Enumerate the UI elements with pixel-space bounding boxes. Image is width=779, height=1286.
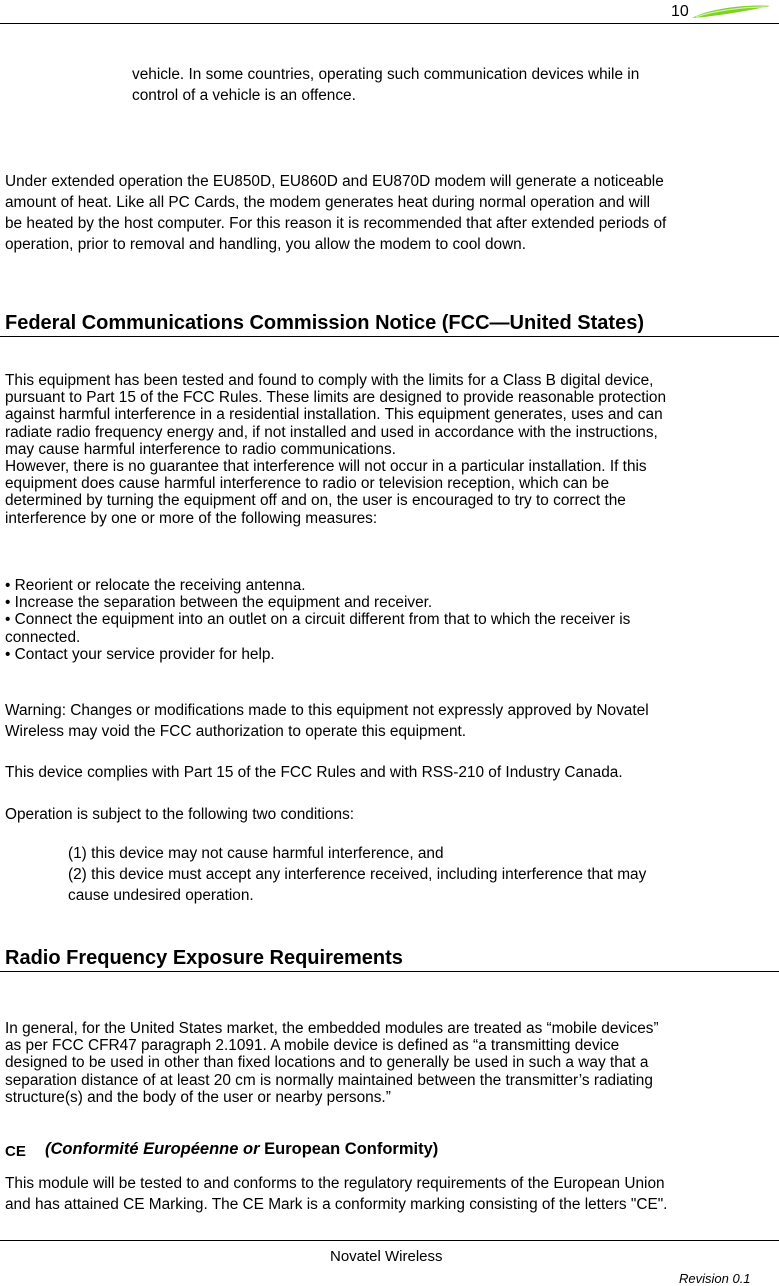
heat-paragraph bbox=[5, 171, 666, 255]
fcc-heading-rule bbox=[0, 336, 779, 337]
fcc-heading: Federal Communications Commission Notice (FCC—United States) bbox=[5, 312, 644, 334]
list-item: • Connect the equipment into an outlet on a circuit different from that to which the receiver is bbox=[5, 611, 631, 629]
rf-paragraph bbox=[5, 1020, 659, 1106]
ce-paragraph bbox=[5, 1173, 667, 1215]
intro-paragraph bbox=[132, 64, 639, 106]
paragraph-line: However, there is no guarantee that interference will not occur in a particular installation. If this bbox=[5, 458, 647, 476]
header-rule bbox=[0, 23, 779, 24]
paragraph-line: as per FCC CFR47 paragraph 2.1091. A mobile device is defined as “a transmitting device bbox=[5, 1037, 620, 1055]
paragraph-line: equipment does cause harmful interference to radio or television reception, which can be bbox=[5, 475, 609, 493]
ce-heading-french: (Conformité Européenne or bbox=[45, 1140, 260, 1158]
ce-mark: CE bbox=[5, 1143, 26, 1160]
swoosh-logo-icon bbox=[690, 2, 772, 22]
rf-heading: Radio Frequency Exposure Requirements bbox=[5, 947, 403, 969]
rf-heading-rule bbox=[0, 971, 779, 972]
paragraph-line: designed to be used in other than fixed locations and to generally be used in such a way that a bbox=[5, 1054, 649, 1072]
conditions-intro: Operation is subject to the following two conditions: bbox=[5, 806, 355, 823]
compliance-statement: This device complies with Part 15 of the FCC Rules and with RSS-210 of Industry Canada. bbox=[5, 764, 623, 781]
footer-revision: Revision 0.1 bbox=[679, 1271, 751, 1286]
list-item: • Contact your service provider for help. bbox=[5, 645, 275, 663]
list-item: cause undesired operation. bbox=[68, 887, 254, 904]
paragraph-line: may cause harmful interference to radio communications. bbox=[5, 440, 396, 458]
paragraph-line: determined by turning the equipment off and on, the user is encouraged to try to correct the bbox=[5, 492, 626, 510]
footer-rule bbox=[0, 1240, 779, 1241]
paragraph-line: be heated by the host computer. For this reason it is recommended that after extended periods of bbox=[5, 215, 667, 232]
paragraph-line: radiate radio frequency energy and, if not installed and used in accordance with the instructions, bbox=[5, 423, 658, 441]
paragraph-line: separation distance of at least 20 cm is normally maintained between the transmitter’s radiating bbox=[5, 1071, 653, 1089]
list-item: • Reorient or relocate the receiving antenna. bbox=[5, 577, 306, 594]
page-number: 10 bbox=[671, 3, 689, 20]
paragraph-line: and has attained CE Marking. The CE Mark is a conformity marking consisting of the letters "CE". bbox=[5, 1196, 668, 1213]
list-item: (1) this device may not cause harmful interference, and bbox=[68, 845, 444, 862]
paragraph-line: against harmful interference in a residential installation. This equipment generates, uses and can bbox=[5, 406, 663, 424]
intro-line: vehicle. In some countries, operating such communication devices while in bbox=[132, 66, 640, 83]
measures-list bbox=[5, 577, 630, 663]
conditions-list bbox=[68, 843, 646, 906]
footer-company: Novatel Wireless bbox=[330, 1248, 443, 1265]
paragraph-line: Wireless may void the FCC authorization to operate this equipment. bbox=[5, 723, 467, 740]
paragraph-line: pursuant to Part 15 of the FCC Rules. These limits are designed to provide reasonable protection bbox=[5, 389, 667, 407]
list-item: • Increase the separation between the equipment and receiver. bbox=[5, 594, 433, 612]
ce-heading bbox=[45, 1140, 438, 1159]
paragraph-line: operation, prior to removal and handling, you allow the modem to cool down. bbox=[5, 236, 527, 253]
ce-heading-english: European Conformity) bbox=[264, 1140, 439, 1158]
list-item: (2) this device must accept any interference received, including interference that may bbox=[68, 866, 647, 883]
paragraph-line: Warning: Changes or modifications made to this equipment not expressly approved by Novatel bbox=[5, 702, 649, 719]
paragraph-line: interference by one or more of the following measures: bbox=[5, 509, 378, 527]
fcc-paragraph bbox=[5, 372, 666, 527]
paragraph-line: Under extended operation the EU850D, EU860D and EU870D modem will generate a noticeable bbox=[5, 173, 664, 190]
paragraph-line: In general, for the United States market, the embedded modules are treated as “mobile devices” bbox=[5, 1020, 659, 1037]
paragraph-line: structure(s) and the body of the user or nearby persons.” bbox=[5, 1088, 391, 1106]
list-item: connected. bbox=[5, 628, 81, 646]
intro-line: control of a vehicle is an offence. bbox=[132, 87, 356, 104]
paragraph-line: This module will be tested to and conforms to the regulatory requirements of the European Union bbox=[5, 1175, 665, 1192]
paragraph-line: amount of heat. Like all PC Cards, the modem generates heat during normal operation and will bbox=[5, 194, 651, 211]
paragraph-line: This equipment has been tested and found to comply with the limits for a Class B digital device, bbox=[5, 372, 654, 389]
warning-paragraph bbox=[5, 700, 649, 742]
